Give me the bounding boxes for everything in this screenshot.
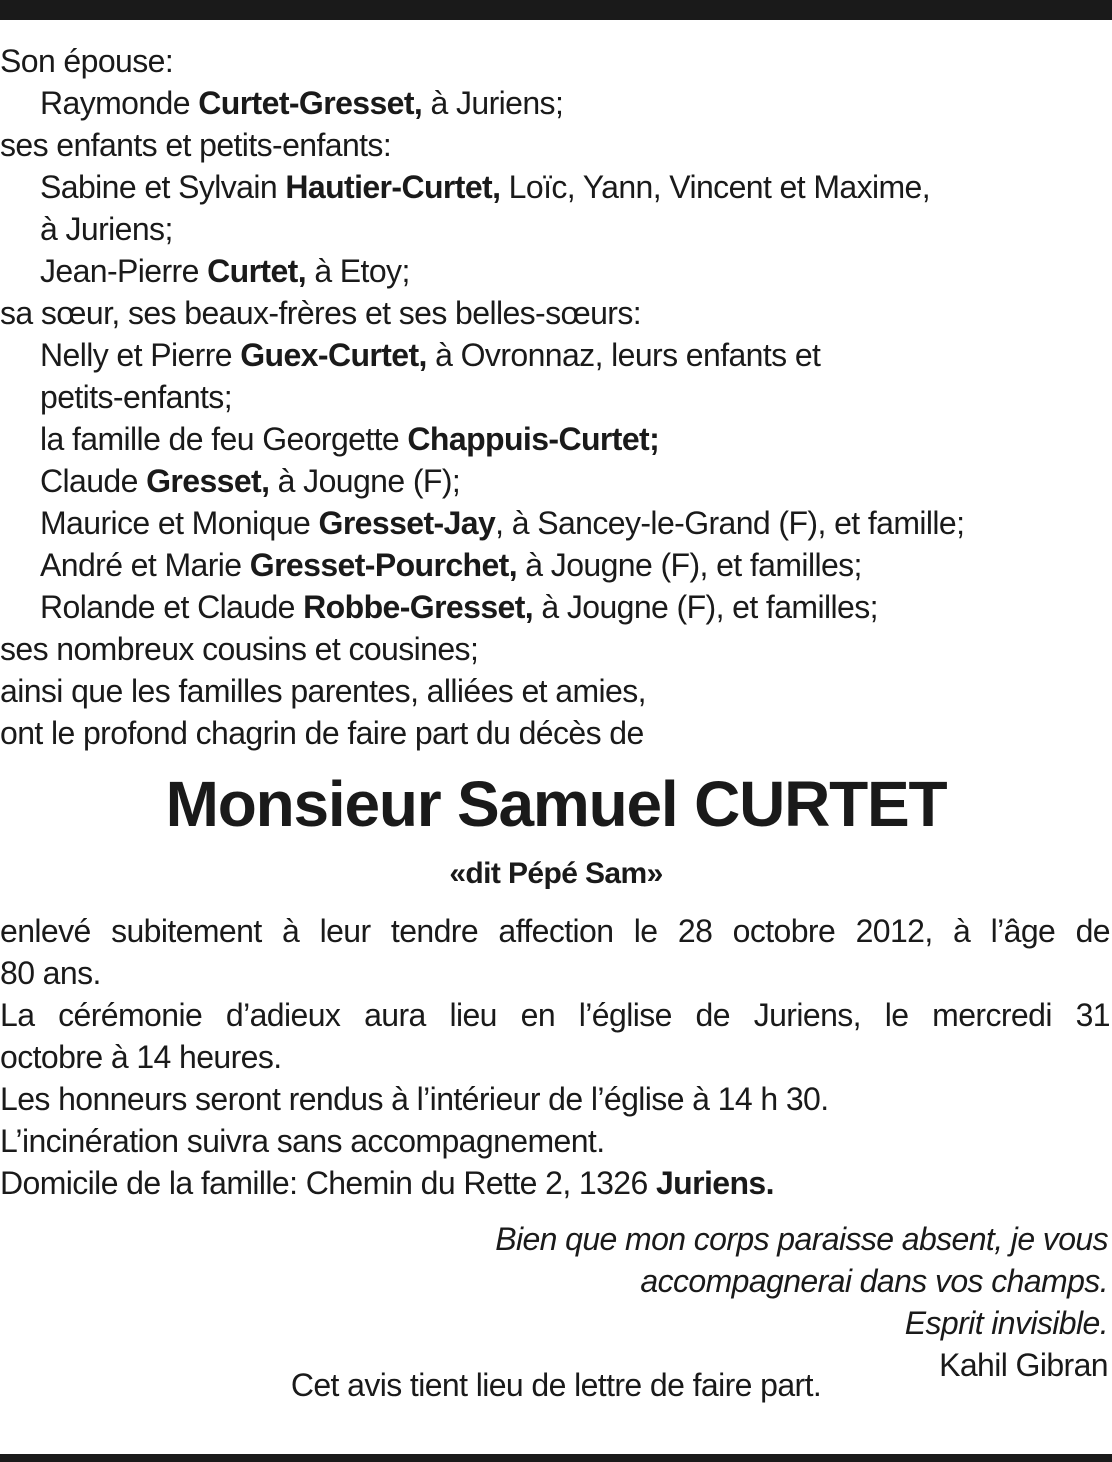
ceremony-line-2: octobre à 14 heures. (0, 1039, 282, 1075)
sibling-entry-5: André et Marie Gresset-Pourchet, à Jougne (F), et familles; (40, 547, 862, 583)
siblings-label: sa sœur, ses beaux-frères et ses belles-sœurs: (0, 295, 642, 331)
top-rule (0, 0, 1112, 20)
sibling-surname-4: Gresset-Jay (318, 505, 496, 541)
sibling-surname-5: Gresset-Pourchet, (249, 547, 518, 583)
funeral-details (0, 910, 1110, 1204)
quote-line-1: Bien que mon corps paraisse absent, je vous (495, 1221, 1108, 1257)
death-line-2: 80 ans. (0, 955, 101, 991)
notice-footer: Cet avis tient lieu de lettre de faire part. (290, 1367, 822, 1403)
spouse-label: Son épouse: (0, 43, 174, 79)
spouse-surname: Curtet-Gresset, (198, 85, 423, 121)
honours-line: Les honneurs seront rendus à l’intérieur de l’église à 14 h 30. (0, 1081, 829, 1117)
announcement-line: ont le profond chagrin de faire part du décès de (0, 715, 644, 751)
child-surname-1: Hautier-Curtet, (285, 169, 501, 205)
quote-line-2: accompagnerai dans vos champs. (640, 1263, 1108, 1299)
epitaph-quote (495, 1218, 1108, 1386)
cousins-line: ses nombreux cousins et cousines; (0, 631, 479, 667)
sibling-surname-2: Chappuis-Curtet; (407, 421, 660, 457)
sibling-surname-1: Guex-Curtet, (240, 337, 427, 373)
sibling-entry-2: la famille de feu Georgette Chappuis-Curtet; (40, 421, 660, 457)
domicile-line: Domicile de la famille: Chemin du Rette 2, 1326 Juriens. (0, 1165, 774, 1201)
child-entry-2: Jean-Pierre Curtet, à Etoy; (40, 253, 410, 289)
sibling-surname-6: Robbe-Gresset, (303, 589, 534, 625)
child-entry-1: Sabine et Sylvain Hautier-Curtet, Loïc, Yann, Vincent et Maxime, (40, 169, 931, 205)
family-list (0, 40, 1110, 754)
domicile-town: Juriens. (655, 1165, 774, 1201)
sibling-entry-3: Claude Gresset, à Jougne (F); (40, 463, 461, 499)
ceremony-line-1: La cérémonie d’adieux aura lieu en l’église de Juriens, le mercredi 31 (0, 997, 1110, 1033)
quote-author: Kahil Gibran (939, 1347, 1108, 1383)
sibling-entry-1: Nelly et Pierre Guex-Curtet, à Ovronnaz, leurs enfants et (40, 337, 821, 373)
children-label: ses enfants et petits-enfants: (0, 127, 392, 163)
sibling-entry-6: Rolande et Claude Robbe-Gresset, à Jougne (F), et familles; (40, 589, 878, 625)
deceased-nickname: «dit Pépé Sam» (449, 857, 663, 890)
quote-line-3: Esprit invisible. (904, 1305, 1108, 1341)
bottom-rule (0, 1454, 1112, 1462)
sibling-entry-1-cont: petits-enfants; (40, 379, 233, 415)
incineration-line: L’incinération suivra sans accompagnement. (0, 1123, 605, 1159)
death-line-1: enlevé subitement à leur tendre affection le 28 octobre 2012, à l’âge de (0, 913, 1110, 949)
sibling-entry-4: Maurice et Monique Gresset-Jay, à Sancey-le-Grand (F), et famille; (40, 505, 965, 541)
child-entry-1-cont: à Juriens; (40, 211, 173, 247)
deceased-name: Monsieur Samuel CURTET (165, 768, 947, 840)
relatives-line: ainsi que les familles parentes, alliées et amies, (0, 673, 646, 709)
child-surname-2: Curtet, (207, 253, 307, 289)
sibling-surname-3: Gresset, (146, 463, 270, 499)
spouse-entry: Raymonde Curtet-Gresset, à Juriens; (40, 85, 564, 121)
